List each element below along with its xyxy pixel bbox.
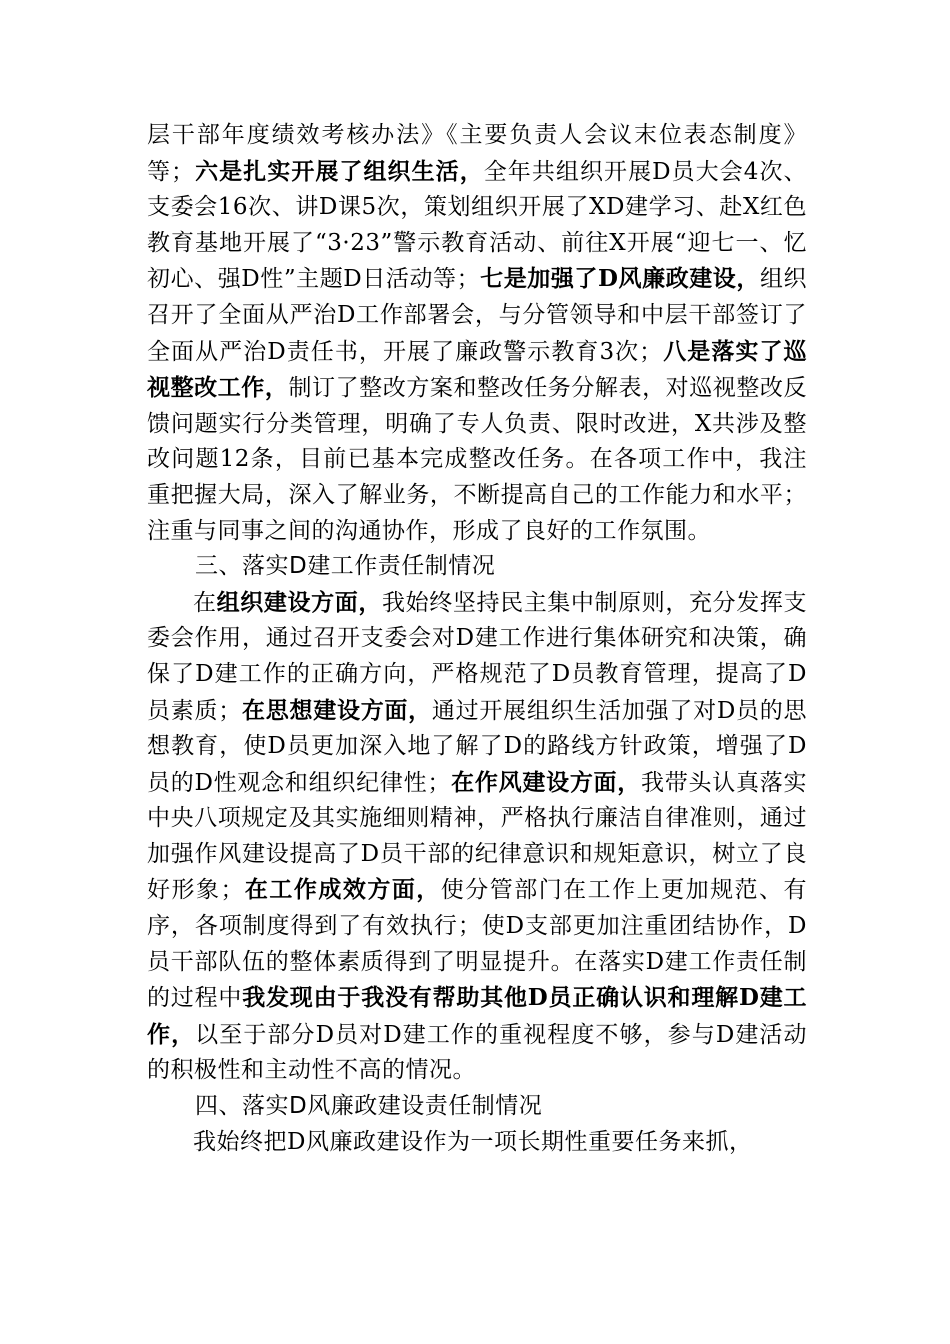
bold-text-run: 在工作成效方面， bbox=[243, 876, 441, 904]
text-run: 使分管部门在工作上更加规范、有序，各项制度得到了有效执行；使D支部更加注重团结协作，D员干部队伍的整体素质得到了明显提升。在落实D建工作责任制的过程中 bbox=[147, 877, 808, 1012]
bold-text-run: 组织建设方面， bbox=[216, 588, 382, 616]
text-run: 层干部年度绩效考核办法》《主要负责人会议末位表态制度》等； bbox=[147, 122, 807, 185]
paragraph-integrity bbox=[147, 1125, 807, 1161]
text-run: 以至于部分D员对D建工作的重视程度不够，参与D建活动的积极性和主动性不高的情况。 bbox=[147, 1021, 808, 1084]
text-run: 我带头认真落实中央八项规定及其实施细则精神，严格执行廉洁自律准则，通过加强作风建设提高了D员干部的纪律意识和规矩意识，树立了良好形象； bbox=[147, 769, 808, 904]
text-run: 我始终坚持民主集中制原则，充分发挥支委会作用，通过召开支委会对D建工作进行集体研究和决策，确保了D建工作的正确方向，严格规范了D员教育管理，提高了D员素质； bbox=[147, 589, 808, 724]
text-run: 在 bbox=[193, 589, 217, 616]
text-run: 组织召开了全面从严治D工作部署会，与分管领导和中层干部签订了全面从严治D责任书，开展了廉政警示教育3次； bbox=[147, 266, 808, 365]
text-run: 我始终把D风廉政建设作为一项长期性重要任务来抓， bbox=[193, 1128, 753, 1155]
bold-text-run: 七是加强了D风廉政建设， bbox=[480, 265, 760, 293]
section-heading-4: 四、落实D风廉政建设责任制情况 bbox=[195, 1093, 543, 1120]
paragraph-work-summary bbox=[147, 118, 807, 549]
bold-text-run: 六是扎实开展了组织生活， bbox=[194, 157, 484, 185]
document-page bbox=[147, 118, 807, 1160]
text-run: 全年共组织开展D员大会4次、支委会16次、讲D课5次，策划组织开展了XD建学习、赴X红色教育基地开展了“3·23”警示教育活动、前往X开展“迎七一、忆初心、强D性”主题D日活动等； bbox=[147, 158, 808, 293]
section-heading-3: 三、落实D建工作责任制情况 bbox=[195, 553, 496, 580]
bold-text-run: 在作风建设方面， bbox=[450, 768, 642, 796]
paragraph-party-building bbox=[147, 585, 807, 1089]
bold-text-run: 八是落实了巡视整改工作， bbox=[147, 337, 808, 402]
text-run: 通过开展组织生活加强了对D员的思想教育，使D员更加深入地了解了D的路线方针政策，增强了D员的D性观念和组织纪律性； bbox=[147, 697, 807, 796]
text-run: 制订了整改方案和整改任务分解表，对巡视整改反馈问题实行分类管理，明确了专人负责、限时改进，X共涉及整改问题12条，目前已基本完成整改任务。在各项工作中，我注重把握大局，深入了解业务，不断提高自己的工作能力和水平；注重与同事之间的沟通协作，形成了良好的工作氛围。 bbox=[147, 375, 808, 544]
bold-text-run: 我发现由于我没有帮助其他D员正确认识和理解D建工作， bbox=[147, 984, 808, 1048]
bold-text-run: 在思想建设方面， bbox=[241, 696, 432, 724]
